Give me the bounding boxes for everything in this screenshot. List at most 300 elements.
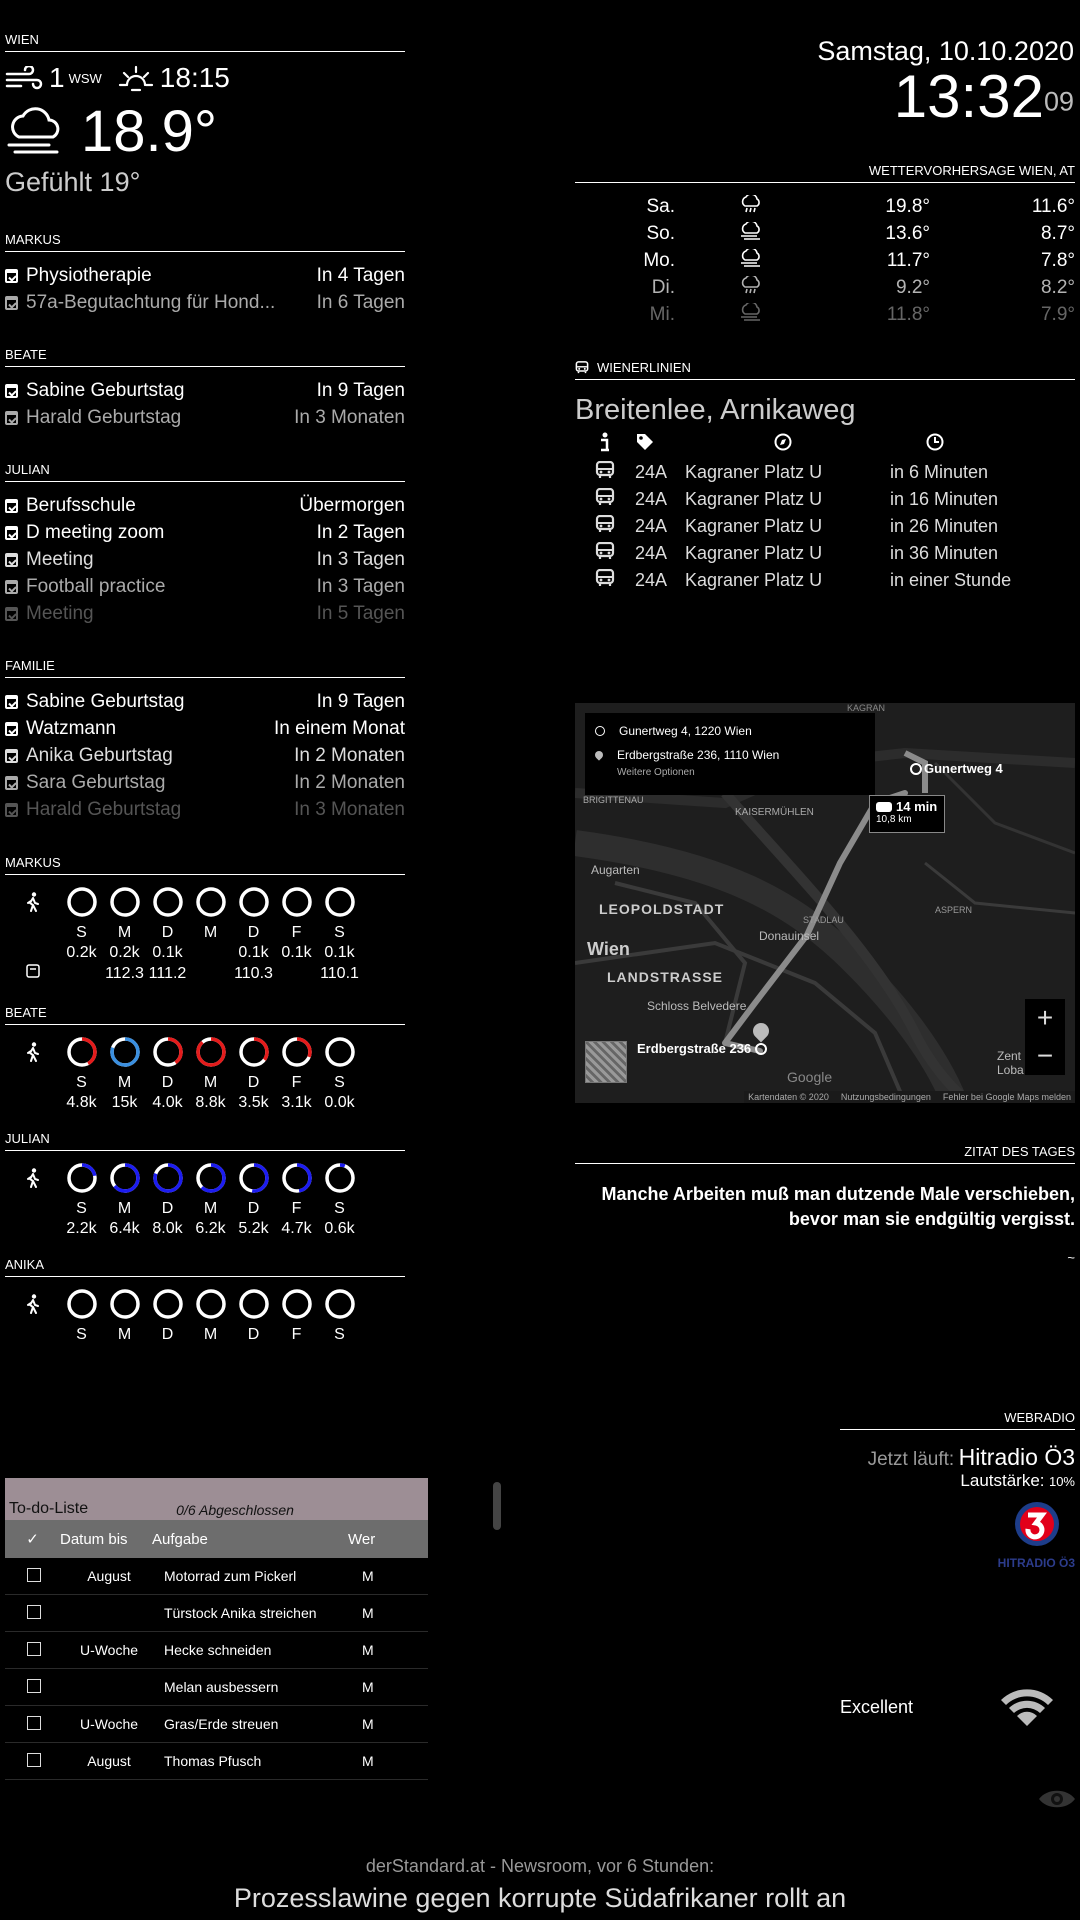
route-distance: 10,8 km: [876, 814, 912, 825]
event-title: Harald Geburtstag: [26, 798, 182, 820]
calendar-check-icon: [5, 384, 18, 398]
step-ring: [153, 887, 183, 917]
rain-cloud-icon: [675, 276, 825, 300]
forecast-min: 8.2°: [1040, 276, 1075, 298]
forecast-max: 13.6°: [885, 222, 930, 244]
todo-row: [5, 1558, 428, 1595]
departure-time: in 6 Minuten: [890, 462, 989, 482]
step-ring: [153, 1289, 183, 1319]
compass-icon: [774, 433, 792, 451]
event-time: In 2 Monaten: [294, 771, 405, 793]
todo-task: Gras/Erde streuen: [156, 1706, 361, 1743]
map-label-loba: Loba: [997, 1063, 1024, 1077]
departure-destination: Kagraner Platz U: [685, 543, 823, 563]
zoom-in-button[interactable]: +: [1025, 999, 1065, 1037]
event-title: Sabine Geburtstag: [26, 690, 185, 712]
walking-icon: [5, 1168, 60, 1193]
day-label: F: [291, 1326, 302, 1343]
step-ring: [110, 1163, 140, 1193]
car-icon: [876, 802, 892, 812]
quote-author: ~: [1067, 1250, 1075, 1265]
calendar-markus: [5, 232, 405, 316]
todo-checkbox[interactable]: [27, 1753, 41, 1767]
step-ring: [325, 887, 355, 917]
day-label: M: [117, 924, 132, 941]
clock-seconds: 09: [1043, 86, 1074, 117]
calendar-event: [5, 377, 405, 404]
calendar-check-icon: [5, 411, 18, 425]
map-label-wien: Wien: [587, 939, 630, 959]
forecast-min: 8.7°: [1040, 222, 1075, 244]
calendar-julian: [5, 462, 405, 627]
calendar-check-icon: [5, 695, 18, 709]
info-icon: [600, 432, 610, 452]
day-label: S: [334, 924, 345, 941]
forecast-day: So.: [646, 222, 675, 244]
day-label: S: [334, 1326, 345, 1343]
step-count: 15k: [111, 1094, 138, 1111]
todo-status: 0/6 Abgeschlossen: [176, 1502, 294, 1518]
departure-line: 24A: [635, 462, 668, 482]
step-ring: [282, 1163, 312, 1193]
event-time: In 6 Tagen: [316, 291, 405, 313]
quote-header: ZITAT DES TAGES: [575, 1144, 1075, 1164]
day-label: F: [291, 924, 302, 941]
todo-who: M: [361, 1558, 428, 1595]
forecast-row: [575, 301, 1075, 328]
step-ring: [325, 1037, 355, 1067]
cloud-icon: [675, 303, 825, 327]
todo-who: M: [361, 1595, 428, 1632]
todo-checkbox[interactable]: [27, 1642, 41, 1656]
street-view-thumbnail[interactable]: [585, 1041, 627, 1083]
day-label: M: [117, 1074, 132, 1091]
route-origin: Gunertweg 4, 1220 Wien: [619, 724, 752, 738]
step-ring: [196, 1163, 226, 1193]
news-source: derStandard.at - Newsroom, vor 6 Stunden:: [365, 1856, 715, 1876]
day-label: D: [247, 924, 260, 941]
todo-date: U-Woche: [62, 1706, 156, 1743]
wifi-status-text: Excellent: [840, 1696, 914, 1717]
event-title: Berufsschule: [26, 494, 136, 516]
wind-direction: WSW: [68, 70, 102, 86]
route-duration-box[interactable]: [869, 795, 945, 833]
fitness-markus: [5, 855, 405, 983]
forecast-row: [575, 247, 1075, 274]
cloud-icon: [675, 222, 825, 246]
event-title: Anika Geburtstag: [26, 744, 173, 766]
todo-header-who: Wer: [348, 1530, 376, 1548]
map-label-brigittenau: BRIGITTENAU: [583, 795, 644, 805]
step-ring: [153, 1163, 183, 1193]
destination-marker: [637, 1041, 767, 1056]
day-label: D: [161, 1074, 174, 1091]
todo-task: Motorrad zum Pickerl: [156, 1558, 361, 1595]
calendar-check-icon: [5, 776, 18, 790]
step-count: 3.1k: [281, 1094, 312, 1111]
step-ring: [110, 1037, 140, 1067]
step-count: 5.2k: [238, 1220, 269, 1237]
event-title: Watzmann: [26, 717, 117, 739]
event-title: Physiotherapie: [26, 264, 152, 286]
origin-marker: [910, 761, 1003, 776]
sunset-icon: [118, 63, 154, 93]
map-label-augarten: Augarten: [591, 863, 640, 877]
forecast-row: [575, 220, 1075, 247]
calendar-event: [5, 742, 405, 769]
step-ring: [67, 887, 97, 917]
weather-forecast: [575, 163, 1075, 328]
hitradio-logo: [840, 1499, 1075, 1570]
day-label: S: [76, 1074, 87, 1091]
step-ring: [239, 1037, 269, 1067]
terms-link[interactable]: Nutzungsbedingungen: [840, 1092, 931, 1102]
todo-row: [5, 1632, 428, 1669]
calendar-check-icon: [5, 803, 18, 817]
weather-header: WIEN: [5, 32, 405, 52]
calendar-beate: [5, 347, 405, 431]
fitness-header: ANIKA: [5, 1257, 405, 1277]
todo-task: Hecke schneiden: [156, 1632, 361, 1669]
step-count: 0.6k: [324, 1220, 355, 1237]
route-panel[interactable]: [585, 713, 875, 795]
report-error-link[interactable]: Fehler bei Google Maps melden: [942, 1092, 1071, 1102]
step-ring: [67, 1037, 97, 1067]
bus-icon: [575, 461, 635, 484]
calendar-check-icon: [5, 269, 18, 283]
weight-value: 110.3: [234, 964, 273, 982]
calendar-event: [5, 404, 405, 431]
todo-date: U-Woche: [62, 1632, 156, 1669]
step-count: 8.8k: [195, 1094, 226, 1111]
day-label: D: [161, 1200, 174, 1217]
event-title: D meeting zoom: [26, 521, 165, 543]
day-label: D: [247, 1200, 260, 1217]
todo-checkbox[interactable]: [27, 1605, 41, 1619]
todo-date: August: [62, 1558, 156, 1595]
todo-task: Melan ausbessern: [156, 1669, 361, 1706]
current-temperature: 18.9°: [81, 99, 218, 164]
calendar-event: [5, 715, 405, 742]
day-label: S: [76, 924, 87, 941]
event-title: Sabine Geburtstag: [26, 379, 185, 401]
day-label: M: [117, 1200, 132, 1217]
departure-row: [575, 540, 1075, 567]
step-count: 8.0k: [152, 1220, 183, 1237]
webradio: [840, 1410, 1075, 1570]
forecast-day: Di.: [651, 276, 675, 298]
step-count: 0.2k: [66, 944, 97, 961]
departure-time: in 36 Minuten: [890, 543, 999, 563]
event-title: Sara Geburtstag: [26, 771, 166, 793]
forecast-row: [575, 274, 1075, 301]
forecast-max: 9.2°: [895, 276, 930, 298]
more-options-link[interactable]: Weitere Optionen: [617, 767, 695, 778]
step-ring: [153, 1037, 183, 1067]
step-ring: [239, 1163, 269, 1193]
event-time: In 3 Monaten: [294, 406, 405, 428]
departure-line: 24A: [635, 570, 668, 590]
forecast-max: 11.7°: [886, 249, 930, 271]
route-duration: 14 min: [896, 799, 938, 814]
calendar-event: [5, 600, 405, 627]
walking-icon: [5, 1042, 60, 1067]
todo-row: [5, 1743, 428, 1780]
bus-icon: [575, 488, 635, 511]
departure-time: in einer Stunde: [890, 570, 1012, 590]
step-ring: [239, 887, 269, 917]
walking-icon: [5, 1294, 60, 1319]
todo-task: Thomas Pfusch: [156, 1743, 361, 1780]
event-title: 57a-Begutachtung für Hond...: [26, 291, 276, 313]
todo-header-check: ✓: [26, 1531, 39, 1548]
todo-list: [5, 1478, 428, 1780]
todo-date: [62, 1595, 156, 1632]
eye-icon[interactable]: [1037, 1786, 1077, 1812]
volume-label: Lautstärke:: [960, 1471, 1045, 1490]
quote-text: Manche Arbeiten muß man dutzende Male verschieben, bevor man sie endgültig vergisst.: [601, 1184, 1075, 1229]
day-label: D: [247, 1074, 260, 1091]
clock: [817, 36, 1074, 130]
step-count: 0.1k: [324, 944, 355, 961]
rain-cloud-icon: [675, 195, 825, 219]
event-time: In 2 Tagen: [316, 521, 405, 543]
scroll-handle[interactable]: [493, 1482, 501, 1530]
step-ring: [67, 1289, 97, 1319]
day-label: M: [203, 1326, 218, 1343]
map-attribution: [744, 1091, 1075, 1103]
fitness-beate: [5, 1005, 405, 1112]
step-ring: [282, 887, 312, 917]
event-time: In 4 Tagen: [316, 264, 405, 286]
calendar-check-icon: [5, 722, 18, 736]
event-title: Harald Geburtstag: [26, 406, 182, 428]
day-label: S: [334, 1200, 345, 1217]
zoom-out-button[interactable]: −: [1025, 1037, 1065, 1075]
todo-date: August: [62, 1743, 156, 1780]
departure-time: in 26 Minuten: [890, 516, 999, 536]
step-ring: [110, 1289, 140, 1319]
route-map[interactable]: [575, 703, 1075, 1103]
weight-value: 112.3: [105, 964, 144, 982]
step-count: 0.2k: [109, 944, 140, 961]
map-label-donauinsel: Donauinsel: [759, 929, 820, 943]
map-label-belvedere: Schloss Belvedere: [647, 999, 747, 1013]
fitness-anika: [5, 1257, 405, 1344]
radio-station: Hitradio Ö3: [958, 1444, 1075, 1470]
calendar-event: [5, 573, 405, 600]
current-weather: [5, 32, 405, 198]
day-label: M: [117, 1326, 132, 1343]
origin-marker-label: Gunertweg 4: [924, 761, 1003, 776]
departure-line: 24A: [635, 489, 668, 509]
todo-who: M: [361, 1706, 428, 1743]
map-label-leopoldstadt: LEOPOLDSTADT: [599, 901, 725, 917]
map-data-credit: Kartendaten © 2020: [748, 1092, 829, 1102]
day-label: S: [334, 1074, 345, 1091]
day-label: M: [203, 1200, 218, 1217]
weight-value: 111.2: [148, 964, 187, 982]
step-ring: [282, 1289, 312, 1319]
map-label-aspern: ASPERN: [935, 905, 973, 915]
step-count: 4.7k: [281, 1220, 312, 1237]
station-name: Breitenlee, Arnikaweg: [575, 394, 856, 426]
step-ring: [325, 1163, 355, 1193]
bus-icon: [575, 542, 635, 565]
wifi-icon: [999, 1686, 1055, 1728]
day-label: M: [203, 924, 218, 941]
step-ring: [67, 1163, 97, 1193]
forecast-header: WETTERVORHERSAGE WIEN, AT: [575, 163, 1075, 183]
calendar-header: MARKUS: [5, 232, 405, 252]
step-count: 0.1k: [152, 944, 183, 961]
walking-icon: [5, 892, 60, 917]
event-time: In 3 Monaten: [294, 798, 405, 820]
map-label-kagran: KAGRAN: [847, 703, 886, 713]
clock-icon: [926, 433, 944, 451]
forecast-min: 11.6°: [1031, 195, 1075, 217]
calendar-event: [5, 769, 405, 796]
day-label: S: [76, 1326, 87, 1343]
event-time: Übermorgen: [299, 494, 405, 516]
calendar-event: [5, 546, 405, 573]
todo-who: M: [361, 1669, 428, 1706]
transit-header: WIENERLINIEN: [597, 360, 691, 375]
todo-checkbox[interactable]: [27, 1679, 41, 1693]
todo-title: To-do-Liste: [9, 1500, 89, 1517]
calendar-event: [5, 796, 405, 823]
google-logo: Google: [787, 1069, 833, 1085]
calendar-header: JULIAN: [5, 462, 405, 482]
news-feed: [0, 1856, 1080, 1914]
step-ring: [196, 1037, 226, 1067]
step-count: 3.5k: [238, 1094, 269, 1111]
calendar-check-icon: [5, 749, 18, 763]
step-ring: [196, 887, 226, 917]
todo-checkbox[interactable]: [27, 1716, 41, 1730]
step-count: 0.0k: [324, 1094, 355, 1111]
todo-who: M: [361, 1743, 428, 1780]
bus-icon: [575, 569, 635, 592]
step-ring: [325, 1289, 355, 1319]
calendar-header: BEATE: [5, 347, 405, 367]
todo-row: [5, 1706, 428, 1743]
departure-row: [575, 567, 1075, 594]
todo-header-task: Aufgabe: [152, 1530, 208, 1548]
forecast-min: 7.8°: [1040, 249, 1075, 271]
step-ring: [282, 1037, 312, 1067]
scale-icon: [5, 964, 60, 983]
calendar-familie: [5, 658, 405, 823]
event-time: In 2 Monaten: [294, 744, 405, 766]
todo-checkbox[interactable]: [27, 1568, 41, 1582]
todo-task: Türstock Anika streichen: [156, 1595, 361, 1632]
event-title: Football practice: [26, 575, 166, 597]
todo-row: [5, 1669, 428, 1706]
day-label: D: [161, 1326, 174, 1343]
departure-time: in 16 Minuten: [890, 489, 999, 509]
event-time: In 3 Tagen: [316, 575, 405, 597]
route-destination: Erdbergstraße 236, 1110 Wien: [617, 748, 780, 762]
calendar-check-icon: [5, 553, 18, 567]
radio-header: WEBRADIO: [840, 1410, 1075, 1430]
todo-date: [62, 1669, 156, 1706]
departure-line: 24A: [635, 543, 668, 563]
volume-value: 10%: [1048, 1474, 1075, 1489]
departure-destination: Kagraner Platz U: [685, 489, 823, 509]
calendar-check-icon: [5, 607, 18, 621]
forecast-min: 7.9°: [1040, 303, 1075, 325]
hitradio-logo-text: HITRADIO Ö3: [997, 1556, 1075, 1570]
day-label: M: [203, 1074, 218, 1091]
forecast-day: Mo.: [643, 249, 675, 271]
news-headline: Prozesslawine gegen korrupte Südafrikaner rollt an: [233, 1883, 847, 1913]
bus-icon: [575, 361, 589, 374]
calendar-check-icon: [5, 296, 18, 310]
day-label: F: [291, 1074, 302, 1091]
forecast-max: 19.8°: [885, 195, 930, 217]
step-ring: [196, 1289, 226, 1319]
step-count: 0.1k: [238, 944, 269, 961]
event-time: In 3 Tagen: [316, 548, 405, 570]
destination-pin-icon: [593, 749, 604, 760]
event-title: Meeting: [26, 602, 94, 624]
step-count: 6.2k: [195, 1220, 226, 1237]
day-label: F: [291, 1200, 302, 1217]
now-playing-label: Jetzt läuft:: [867, 1449, 955, 1470]
calendars: [5, 232, 405, 832]
calendar-event: [5, 519, 405, 546]
step-ring: [239, 1289, 269, 1319]
calendar-check-icon: [5, 499, 18, 513]
event-title: Meeting: [26, 548, 94, 570]
wind-icon: [5, 66, 43, 90]
departure-line: 24A: [635, 516, 668, 536]
departure-destination: Kagraner Platz U: [685, 462, 823, 482]
dest-marker-label: Erdbergstraße 236: [637, 1041, 752, 1056]
calendar-check-icon: [5, 580, 18, 594]
step-count: 0.1k: [281, 944, 312, 961]
calendar-event: [5, 492, 405, 519]
departure-row: [575, 459, 1075, 486]
clock-time: 13:32: [893, 63, 1044, 130]
map-label-stadlau: STADLAU: [803, 915, 844, 925]
origin-dot-icon: [595, 726, 605, 736]
map-label-kaisermuehlen: KAISERMÜHLEN: [735, 807, 814, 818]
calendar-event: [5, 289, 405, 316]
quote-of-the-day: [575, 1144, 1075, 1265]
day-label: S: [76, 1200, 87, 1217]
calendar-event: [5, 262, 405, 289]
step-ring: [110, 887, 140, 917]
todo-header-date: Datum bis: [60, 1530, 128, 1548]
departure-destination: Kagraner Platz U: [685, 570, 823, 590]
day-label: D: [161, 924, 174, 941]
departure-row: [575, 513, 1075, 540]
cloud-icon: [5, 107, 67, 157]
sunset-time: 18:15: [159, 62, 230, 93]
calendar-check-icon: [5, 526, 18, 540]
forecast-day: Mi.: [649, 303, 675, 325]
todo-who: M: [361, 1632, 428, 1669]
map-label-zent: Zent: [997, 1049, 1022, 1063]
fitness-header: BEATE: [5, 1005, 405, 1025]
fitness-header: JULIAN: [5, 1131, 405, 1151]
fitness-julian: [5, 1131, 405, 1238]
wind-speed: 1: [49, 62, 65, 93]
bus-icon: [575, 515, 635, 538]
step-count: 4.8k: [66, 1094, 97, 1111]
